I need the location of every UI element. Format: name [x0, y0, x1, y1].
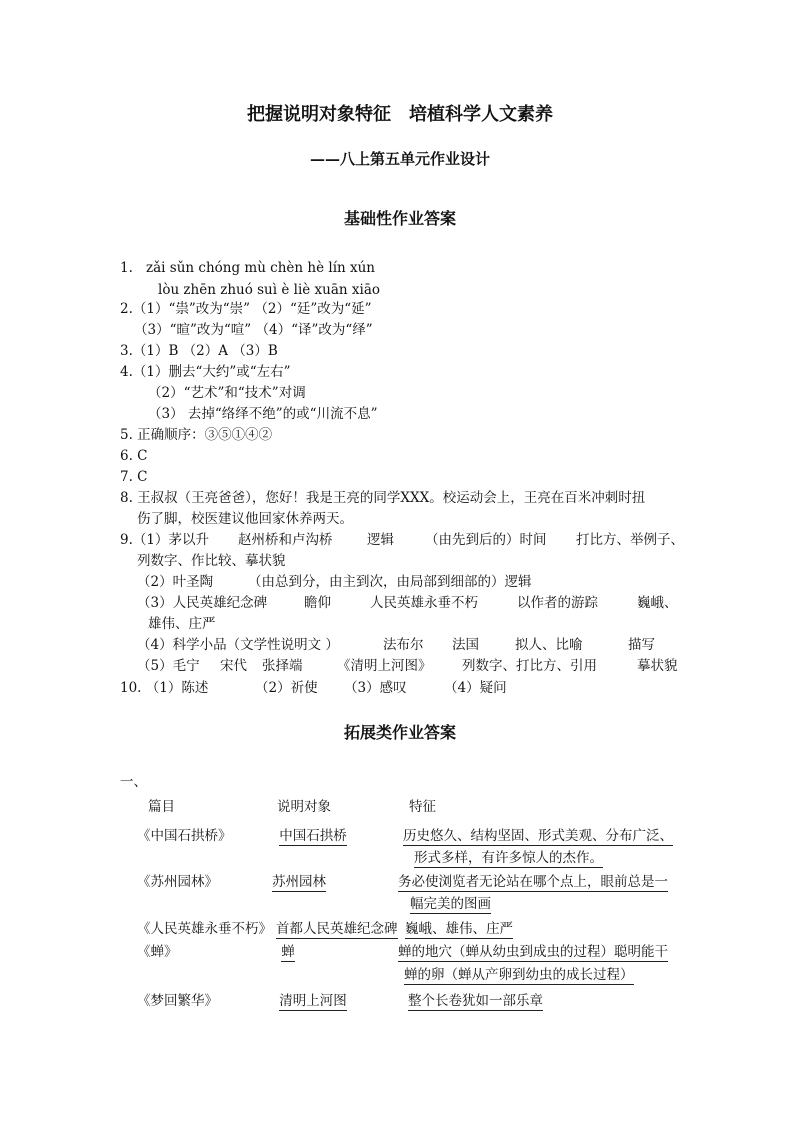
table-row-feature-cell — [398, 943, 668, 961]
table-row-feature-line1: 务必使浏览者无论站在哪个点上，眼前总是一 — [398, 874, 668, 890]
table-row-feature-line2: 蝉的卵（蝉从产卵到幼虫的成长过程） — [404, 967, 634, 983]
q9-3-word: 瞻仰 — [304, 595, 331, 611]
table-row-object-cell — [268, 827, 358, 845]
q9-3-object: （3）人民英雄纪念碑 — [137, 595, 268, 611]
q9-2-author: （2）叶圣陶 — [137, 574, 214, 590]
table-row-title: 《苏州园林》 — [137, 874, 218, 890]
q3-answer: 3.（1）B （2）A （3）B — [120, 343, 278, 359]
part-one-label: 一、 — [120, 774, 147, 790]
q9-4-country: 法国 — [452, 637, 479, 653]
q9-3-inscription: 人民英雄永垂不朽 — [370, 595, 478, 611]
table-row-object: 清明上河图 — [279, 993, 347, 1009]
section-heading-extended: 拓展类作业答案 — [343, 723, 456, 742]
q10-3: （3）感叹 — [344, 680, 407, 696]
table-row-title: 《中国石拱桥》 — [137, 828, 232, 844]
table-row-feature-line1: 巍峨、雄伟、庄严 — [405, 921, 513, 937]
table-row-title: 《人民英雄永垂不朽》 — [137, 921, 272, 937]
table-row-feature-cell — [405, 920, 513, 938]
table-row-feature-line2: 幅完美的图画 — [410, 896, 491, 912]
q9-3-feature-cont: 雄伟、庄严 — [148, 616, 216, 632]
q4-line3: （3） 去掉“络绎不绝”的或“川流不息” — [148, 406, 378, 422]
table-row-object: 苏州园林 — [272, 874, 326, 890]
table-row-feature-cell — [403, 827, 673, 845]
q9-1-object: 赵州桥和卢沟桥 — [238, 532, 333, 548]
q8-line1: 8. 王叔叔（王亮爸爸），您好！我是王亮的同学XXX。校运动会上，王亮在百米冲刺时扭 — [120, 490, 646, 506]
q7-answer: 7. C — [120, 469, 148, 485]
table-header-feature: 特征 — [409, 799, 436, 815]
q4-line1: 4.（1）删去“大约”或“左右” — [120, 364, 291, 380]
table-row-object-cell — [272, 873, 326, 891]
q9-1-author: 9.（1）茅以升 — [120, 532, 209, 548]
table-row-title: 《梦回繁华》 — [137, 993, 218, 1009]
q6-answer: 6. C — [120, 448, 148, 464]
q5-answer: 5. 正确顺序：③⑤①④② — [120, 427, 273, 443]
table-row-object: 首都人民英雄纪念碑 — [276, 921, 398, 937]
table-row-feature-cell-2 — [414, 849, 603, 867]
q9-4-genre: （4）科学小品（文学性说明文 ） — [137, 637, 339, 653]
q10-1: 10. （1）陈述 — [120, 680, 209, 696]
table-header-title: 篇目 — [148, 799, 175, 815]
table-row-feature-cell-2 — [410, 895, 491, 913]
q9-1-methods: 打比方、举例子、 — [576, 532, 684, 548]
q2-line2: （3）“暄”改为“喧” （4）“译”改为“绎” — [134, 322, 373, 338]
q9-5-author: （5）毛宁 — [137, 658, 200, 674]
q1-pinyin-line1: zǎi sǔn chóng mù chèn hè lín xún — [146, 260, 376, 276]
q9-4-method: 描写 — [628, 637, 655, 653]
q8-line2: 伤了脚，校医建议他回家休养两天。 — [137, 511, 353, 527]
table-row-object: 蝉 — [281, 944, 295, 960]
q9-1-order: 逻辑 — [367, 532, 394, 548]
q9-5-painting: 《清明上河图》 — [337, 658, 432, 674]
table-row-object-cell — [272, 992, 354, 1010]
q4-line2: （2）“艺术”和“技术”对调 — [148, 385, 306, 401]
table-row-feature-line1: 蝉的地穴（蝉从幼虫到成虫的过程）聪明能干 — [398, 944, 668, 960]
q10-2: （2）祈使 — [255, 680, 318, 696]
q9-3-feature: 巍峨、 — [637, 595, 678, 611]
q1-pinyin-line2: lòu zhēn zhuó suì è liè xuān xiāo — [158, 282, 381, 298]
page-subtitle: ——八上第五单元作业设计 — [309, 150, 490, 168]
table-row-feature-cell — [398, 873, 668, 891]
q9-1-sequence: （由先到后的）时间 — [425, 532, 547, 548]
table-row-feature-line2: 形式多样，有许多惊人的杰作。 — [414, 850, 603, 866]
section-heading-basic: 基础性作业答案 — [343, 209, 456, 228]
table-row-feature-line1: 整个长卷犹如一部乐章 — [408, 993, 543, 1009]
q2-line1: 2.（1）“祟”改为“崇” （2）“廷”改为“延” — [120, 301, 372, 317]
q9-3-sequence: 以作者的游踪 — [517, 595, 598, 611]
table-row-object-cell — [272, 943, 304, 961]
table-row-feature-cell — [408, 992, 543, 1010]
q10-4: （4）疑问 — [444, 680, 507, 696]
q9-2-order: （由总到分，由主到次，由局部到细部的）逻辑 — [248, 574, 532, 590]
q9-1-methods-cont: 列数字、作比较、摹状貌 — [137, 553, 286, 569]
q9-5-method: 摹状貌 — [637, 658, 678, 674]
page-title: 把握说明对象特征 培植科学人文素养 — [247, 104, 553, 125]
q1-number: 1. — [120, 260, 133, 276]
table-header-object: 说明对象 — [277, 799, 331, 815]
table-row-title: 《蝉》 — [137, 944, 178, 960]
q9-5-dynasty: 宋代 — [220, 658, 247, 674]
q9-5-methods: 列数字、打比方、引用 — [462, 658, 597, 674]
table-row-object: 中国石拱桥 — [279, 828, 347, 844]
q9-4-author: 法布尔 — [383, 637, 424, 653]
q9-5-painter: 张择端 — [262, 658, 303, 674]
table-row-feature-cell-2 — [404, 966, 634, 984]
table-row-object-cell — [276, 920, 398, 938]
q9-4-rhetoric: 拟人、比喻 — [515, 637, 583, 653]
table-row-feature-line1: 历史悠久、结构坚固、形式美观、分布广泛、 — [403, 828, 673, 844]
